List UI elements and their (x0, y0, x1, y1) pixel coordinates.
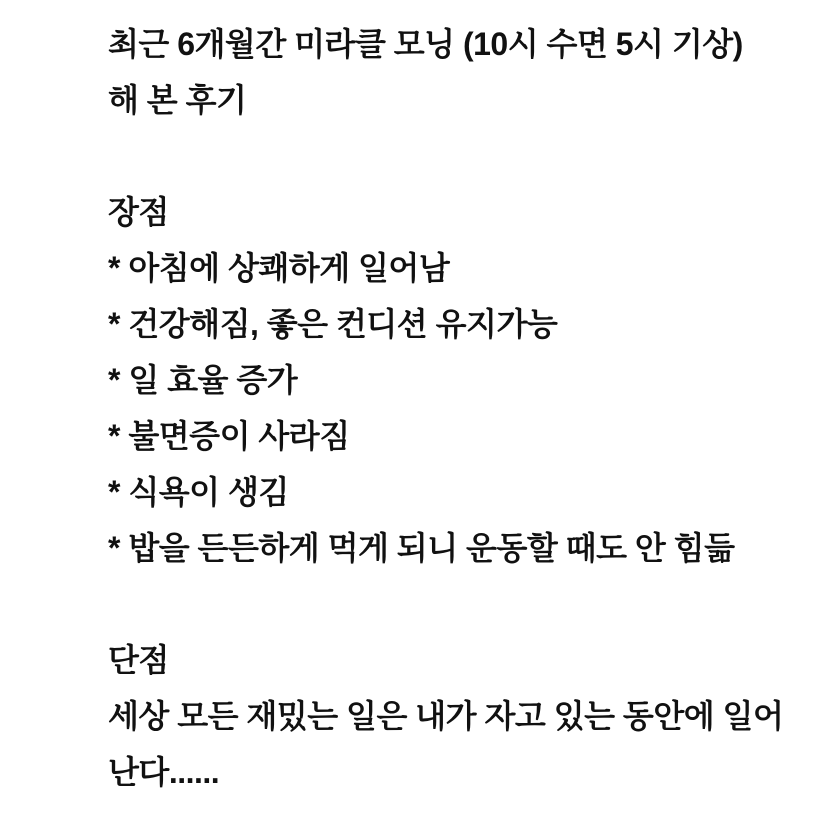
pros-item: * 건강해짐, 좋은 컨디션 유지가능 (108, 306, 558, 342)
pros-item: * 식욕이 생김 (108, 474, 289, 510)
pros-item: * 일 효율 증가 (108, 362, 298, 398)
cons-section (108, 632, 788, 800)
post-title-line-1: 최근 6개월간 미라클 모닝 (10시 수면 5시 기상) (108, 26, 743, 62)
pros-heading: 장점 (108, 194, 169, 230)
cons-line-1: 세상 모든 재밌는 일은 내가 자고 있는 동안에 일어 (108, 698, 784, 734)
pros-item: * 불면증이 사라짐 (108, 418, 350, 454)
pros-section (108, 184, 788, 576)
pros-item: * 밥을 든든하게 먹게 되니 운동할 때도 안 힘듦 (108, 530, 735, 566)
cons-heading: 단점 (108, 642, 169, 678)
pros-item: * 아침에 상쾌하게 일어남 (108, 250, 450, 286)
post-title-line-2: 해 본 후기 (108, 82, 247, 118)
cons-line-2: 난다...... (108, 754, 220, 790)
post-title (108, 16, 788, 128)
